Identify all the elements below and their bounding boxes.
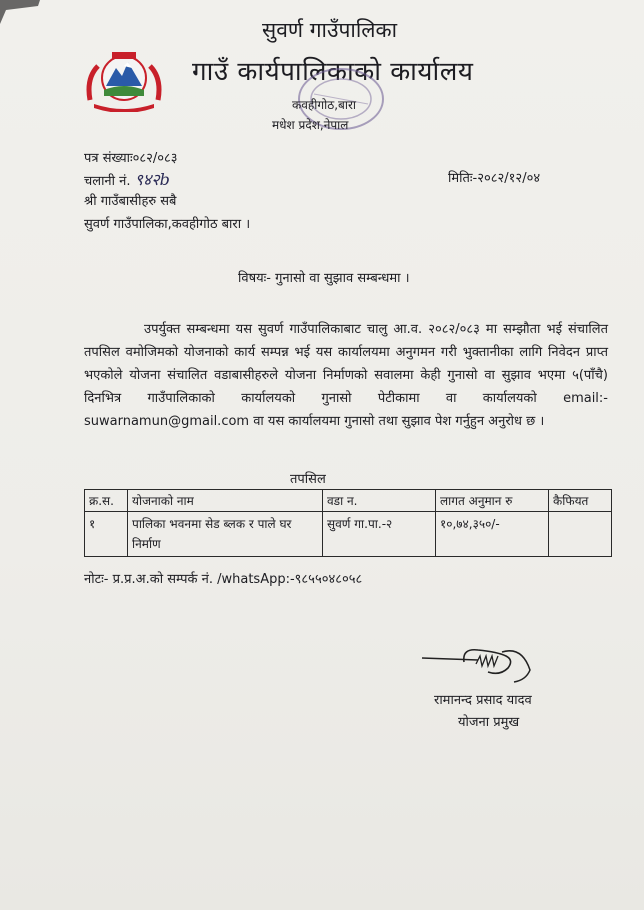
schedule-table	[84, 489, 612, 557]
office-subtitle: गाउँ कार्यपालिकाको कार्यालय	[192, 57, 474, 87]
office-name: सुवर्ण गाउँपालिका	[262, 18, 398, 42]
letter-number-value: ०८२/०८३	[132, 151, 178, 166]
dispatch-number-label: चलानी नं.	[84, 174, 131, 189]
letter-number	[84, 148, 178, 166]
cell-remarks	[549, 512, 612, 557]
schedule-title: तपसिल	[290, 472, 326, 487]
subject-line: विषयः- गुनासो वा सुझाव सम्बन्धमा ।	[238, 271, 410, 286]
signature-icon	[418, 640, 538, 684]
signatory-name: रामानन्द प्रसाद यादव	[434, 693, 532, 708]
dispatch-number-value: ९४२b	[134, 170, 170, 189]
corner-mark	[0, 0, 40, 24]
contact-note: नोटः- प्र.प्र.अ.को सम्पर्क नं. /whatsApp:-९८५५०४८०५८	[84, 572, 363, 587]
letter-date	[448, 168, 540, 186]
body-paragraph: उपर्युक्त सम्बन्धमा यस सुवर्ण गाउँपालिकाबाट चालु आ.व. २०८२/०८३ मा सम्झौता भई संचालित तपसिल वमोजिमको योजनाको कार्य सम्पन्न भई यस कार्यालयमा अनुगमन गरी भुक्तानीका लागि निवेदन प्राप्त भएकोले योजना संचालित वडाबासीहरुले योजना निर्माणको सवालमा केही गुनासो वा सुझाव भएमा ५(पाँचै) दिनभित्र गाउँपालिकाको कार्यालयको गुनासो पेटीकामा वा कार्यालयको email:-suwarnamun@gmail.com वा यस कार्यालयमा गुनासो तथा सुझाव पेश गर्नुहुन अनुरोध छ ।	[84, 322, 608, 429]
cell-serial: १	[85, 512, 128, 557]
dispatch-number	[84, 168, 170, 190]
header-project-name: योजनाको नाम	[128, 490, 323, 512]
letter-number-label: पत्र संख्याः	[84, 151, 133, 166]
header-cost-estimate: लागत अनुमान रु	[436, 490, 549, 512]
signatory-title: योजना प्रमुख	[458, 715, 520, 730]
date-label: मितिः-	[448, 171, 478, 186]
recipient-line-2: सुवर्ण गाउँपालिका,कवहीगोठ बारा ।	[84, 217, 251, 232]
letter-body	[84, 318, 608, 433]
recipient-line-1: श्री गाउँबासीहरु सबै	[84, 194, 177, 209]
nepal-emblem-icon	[84, 48, 164, 112]
header-serial: क्र.स.	[85, 490, 128, 512]
date-value: २०८२/१२/०४	[477, 171, 541, 186]
header-ward-no: वडा न.	[323, 490, 436, 512]
cell-project-name: पालिका भवनमा सेड ब्लक र पाले घर निर्माण	[128, 512, 323, 557]
cell-ward-no: सुवर्ण गा.पा.-२	[323, 512, 436, 557]
table-row	[85, 512, 612, 557]
header-remarks: कैफियत	[549, 490, 612, 512]
address-line-2: मधेश प्रदेश,नेपाल	[272, 118, 349, 132]
address-line-1: कवहीगोठ,बारा	[292, 98, 356, 112]
cell-cost-estimate: १०,७४,३५०/-	[436, 512, 549, 557]
table-header-row	[85, 490, 612, 512]
